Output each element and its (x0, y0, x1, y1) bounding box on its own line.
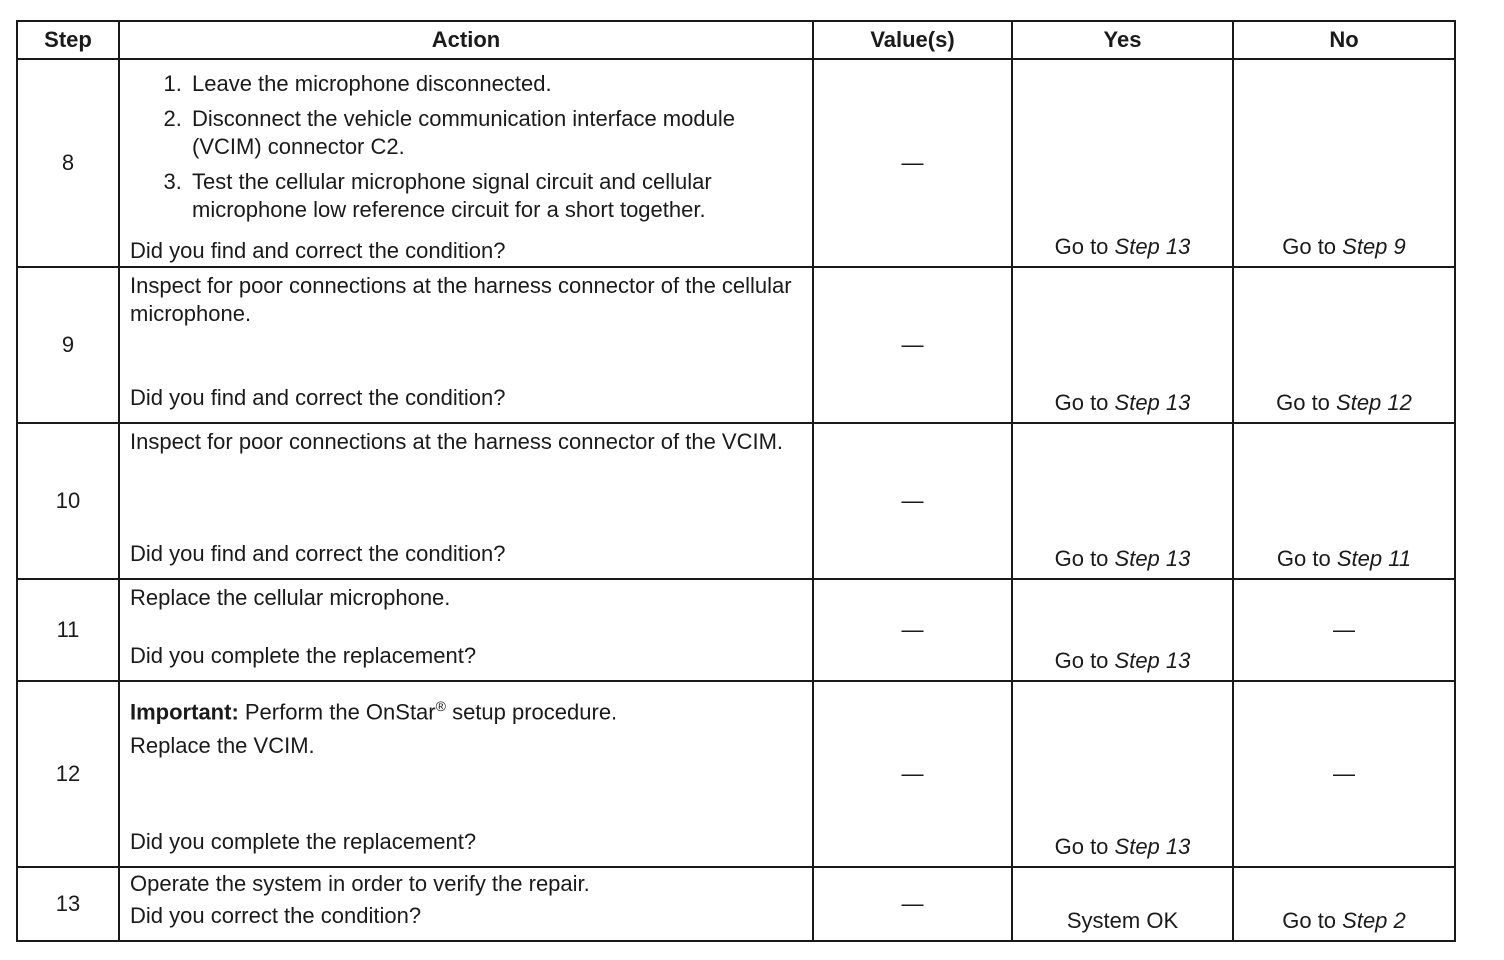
step-number: 13 (17, 867, 119, 941)
step-number: 12 (17, 681, 119, 867)
diagnostic-procedure-table (16, 20, 1456, 942)
table-row-step-9 (17, 267, 1455, 423)
step-number: 10 (17, 423, 119, 579)
action-question: Did you find and correct the condition? (130, 385, 506, 410)
yes-cell (1012, 267, 1233, 423)
header-step: Step (17, 21, 119, 59)
yes-cell (1012, 579, 1233, 681)
no-cell: — (1233, 579, 1455, 681)
action-text-block (130, 692, 802, 766)
no-step-link[interactable]: Step 9 (1342, 234, 1406, 259)
important-text-b: setup procedure. (445, 699, 618, 725)
important-text-a: Perform the OnStar (238, 699, 436, 725)
no-step-link[interactable]: Step 12 (1336, 390, 1412, 415)
list-item: 3. Test the cellular microphone signal circuit and cellular microphone low reference circuit for a short together. (188, 168, 802, 224)
table-row-step-12 (17, 681, 1455, 867)
no-cell (1233, 59, 1455, 267)
no-prefix: Go to (1282, 234, 1343, 259)
registered-mark: ® (435, 698, 446, 714)
step-number: 11 (17, 579, 119, 681)
header-no: No (1233, 21, 1455, 59)
table-row-step-11 (17, 579, 1455, 681)
no-cell (1233, 423, 1455, 579)
value-cell: — (813, 579, 1012, 681)
action-question: Did you find and correct the condition? (130, 238, 506, 263)
action-cell (119, 681, 813, 867)
list-item: 2. Disconnect the vehicle communication interface module (VCIM) connector C2. (188, 105, 802, 161)
action-cell (119, 423, 813, 579)
step-number: 9 (17, 267, 119, 423)
action-text: Replace the cellular microphone. (130, 585, 451, 610)
yes-cell (1012, 681, 1233, 867)
list-item: 1. Leave the microphone disconnected. (188, 70, 802, 98)
value-cell: — (813, 681, 1012, 867)
table-row-step-8 (17, 59, 1455, 267)
no-prefix: Go to (1282, 908, 1343, 933)
no-step-link[interactable]: Step 11 (1336, 546, 1412, 571)
action-question: Did you complete the replacement? (130, 643, 477, 668)
yes-prefix: Go to (1054, 390, 1115, 415)
value-cell: — (813, 267, 1012, 423)
action-cell (119, 59, 813, 267)
action-question: Did you find and correct the condition? (130, 541, 506, 566)
header-row (17, 21, 1455, 59)
value-cell: — (813, 423, 1012, 579)
value-cell: — (813, 59, 1012, 267)
yes-cell (1012, 59, 1233, 267)
action-text: Inspect for poor connections at the harness connector of the VCIM. (130, 429, 784, 454)
yes-step-link[interactable]: Step 13 (1114, 234, 1191, 259)
yes-step-link[interactable]: Step 13 (1114, 834, 1191, 859)
yes-step-link[interactable]: Step 13 (1114, 546, 1191, 571)
no-prefix: Go to (1276, 546, 1337, 571)
action-cell (119, 579, 813, 681)
important-label: Important: (130, 699, 239, 725)
step-number: 8 (17, 59, 119, 267)
no-cell (1233, 267, 1455, 423)
action-question: Did you complete the replacement? (130, 829, 477, 854)
action-cell (119, 267, 813, 423)
action-text: Operate the system in order to verify the repair. (130, 871, 590, 896)
no-cell (1233, 867, 1455, 941)
action-list (130, 70, 802, 231)
no-cell: — (1233, 681, 1455, 867)
yes-prefix: Go to (1054, 546, 1115, 571)
important-note (130, 692, 802, 726)
table-row-step-13 (17, 867, 1455, 941)
header-values: Value(s) (813, 21, 1012, 59)
header-action: Action (119, 21, 813, 59)
action-question: Did you correct the condition? (130, 903, 422, 928)
action-text: Inspect for poor connections at the harness connector of the cellular microphone. (130, 273, 792, 326)
header-yes: Yes (1012, 21, 1233, 59)
value-cell: — (813, 867, 1012, 941)
action-cell (119, 867, 813, 941)
yes-prefix: Go to (1054, 834, 1115, 859)
no-step-link[interactable]: Step 2 (1342, 908, 1406, 933)
table-row-step-10 (17, 423, 1455, 579)
yes-step-link[interactable]: Step 13 (1114, 648, 1191, 673)
yes-prefix: Go to (1054, 234, 1115, 259)
action-text: Replace the VCIM. (130, 733, 315, 759)
yes-cell: System OK (1012, 867, 1233, 941)
yes-step-link[interactable]: Step 13 (1114, 390, 1191, 415)
no-prefix: Go to (1276, 390, 1337, 415)
yes-cell (1012, 423, 1233, 579)
yes-prefix: Go to (1054, 648, 1115, 673)
